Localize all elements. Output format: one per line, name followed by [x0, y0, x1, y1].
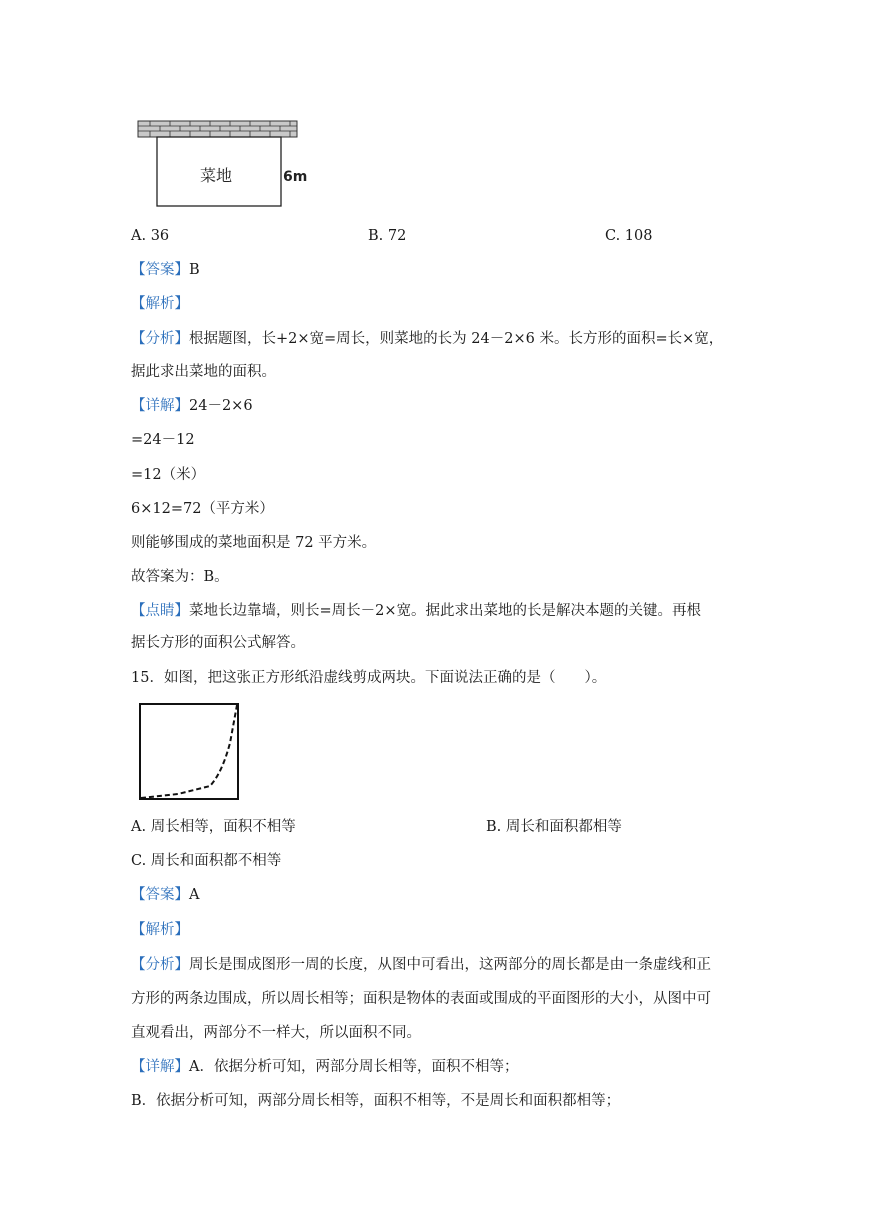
q15-line: B．依据分析可知，两部分周长相等，面积不相等，不是周长和面积都相等；: [131, 1093, 621, 1109]
q15-option-c: C. 周长和面积都不相等: [131, 853, 282, 869]
q15-option-a: A. 周长相等，面积不相等: [131, 819, 296, 835]
answer-tag: 【答案】: [131, 887, 189, 903]
q14-line: 【分析】根据题图，长+2×宽=周长，则菜地的长为 24－2×6 米。长方形的面积=长×宽，: [131, 331, 724, 347]
q14-option-b: B. 72: [368, 228, 407, 244]
q14-line: 【点睛】菜地长边靠墙，则长=周长－2×宽。据此求出菜地的长是解决本题的关键。再根: [131, 603, 702, 619]
q14-option-a: A. 36: [131, 228, 170, 244]
q14-line: =24－12: [131, 432, 195, 448]
vegetable-field-figure: [136, 118, 316, 212]
square-paper-figure: [138, 703, 242, 801]
q15-line: 方形的两条边围成，所以周长相等；面积是物体的表面或围成的平面图形的大小，从图中可: [131, 991, 711, 1007]
q14-analysis-tag: 【解析】: [131, 296, 189, 312]
q15-line: 直观看出，两部分不一样大，所以面积不同。: [131, 1025, 421, 1041]
q14-line: 【详解】24－2×6: [131, 398, 253, 414]
brick-wall: [138, 121, 297, 137]
q15-option-b: B. 周长和面积都相等: [486, 819, 622, 835]
q15-line: 【详解】A．依据分析可知，两部分周长相等，面积不相等；: [131, 1059, 519, 1075]
square-outline: [140, 704, 238, 799]
q15-analysis-tag: 【解析】: [131, 922, 189, 938]
field-label: 菜地: [199, 166, 233, 185]
q14-line: 故答案为：B。: [131, 569, 229, 585]
q14-line: 据此求出菜地的面积。: [131, 364, 276, 380]
dashed-cut-line: [141, 705, 237, 798]
q14-answer: [131, 260, 200, 280]
answer-value: A: [189, 887, 200, 903]
q15-answer: [131, 885, 199, 905]
answer-tag: 【答案】: [131, 262, 189, 278]
q14-line: =12（米）: [131, 467, 206, 483]
q15-question: 15．如图，把这张正方形纸沿虚线剪成两块。下面说法正确的是（ ）。: [131, 670, 607, 686]
q14-option-c: C. 108: [605, 228, 653, 244]
answer-value: B: [189, 262, 200, 278]
side-length-label: 6m: [283, 169, 308, 185]
q14-line: 则能够围成的菜地面积是 72 平方米。: [131, 535, 377, 551]
q14-line: 6×12=72（平方米）: [131, 501, 274, 517]
q14-line: 据长方形的面积公式解答。: [131, 635, 305, 651]
q15-line: 【分析】周长是围成图形一周的长度，从图中可看出，这两部分的周长都是由一条虚线和正: [131, 957, 711, 973]
